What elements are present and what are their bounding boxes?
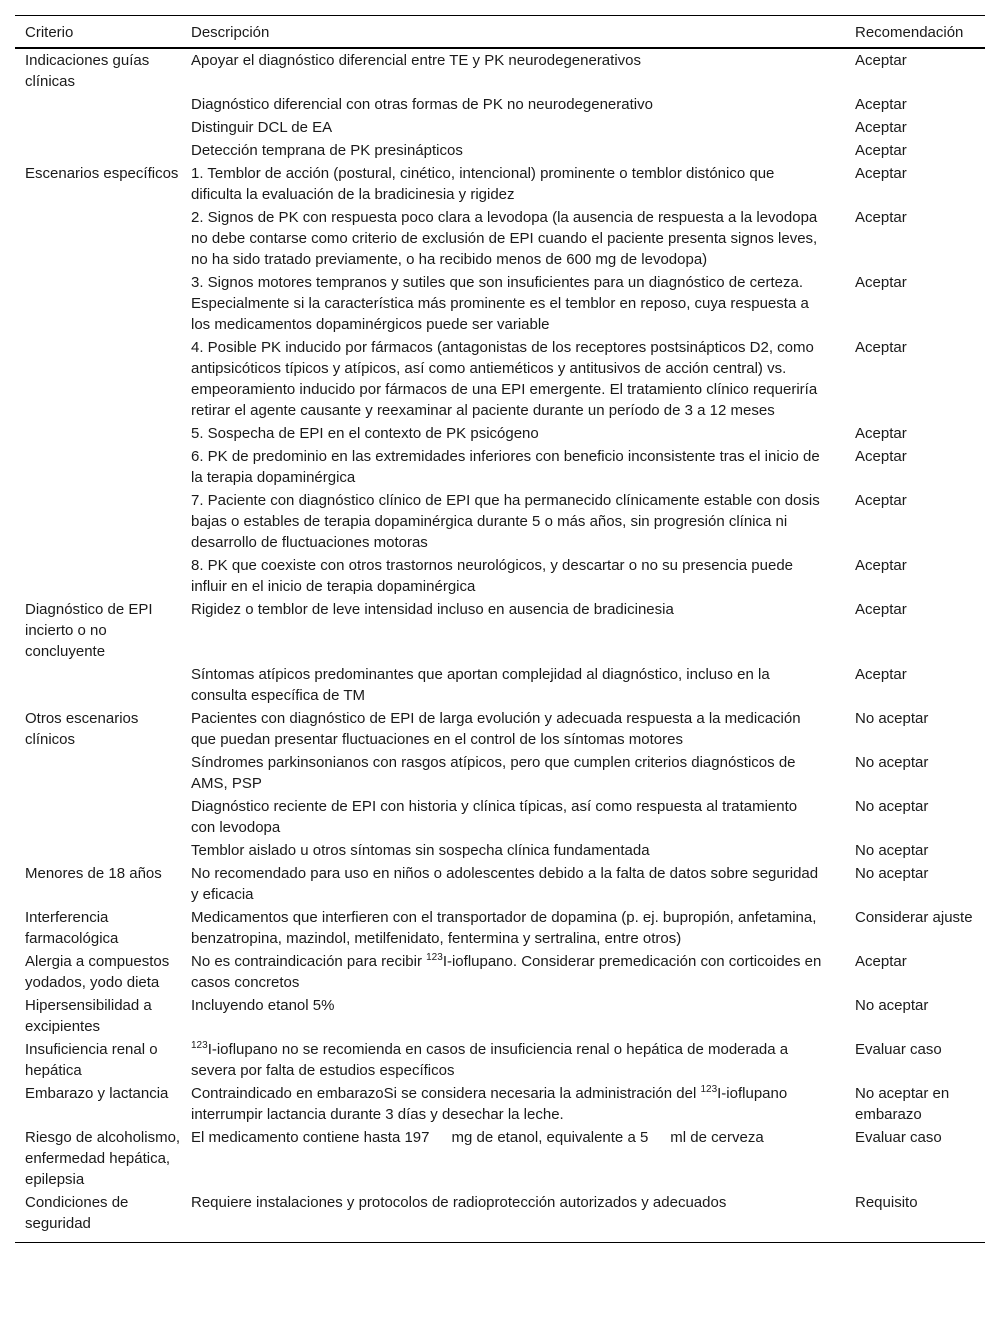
cell-criterio: Diagnóstico de EPI incierto o no concluyente [25, 601, 153, 660]
table-row [15, 271, 985, 336]
table-row [15, 1126, 985, 1191]
cell-recomendacion: No aceptar [855, 997, 929, 1014]
cell-criterio [15, 839, 181, 862]
cell-criterio: Embarazo y lactancia [25, 1085, 169, 1102]
desc-text: Contraindicado en embarazoSi se considera necesaria la administración del [191, 1085, 701, 1102]
cell-criterio [15, 206, 181, 271]
cell-recomendacion: Aceptar [855, 557, 907, 574]
cell-descripcion [181, 1038, 845, 1082]
table-body [15, 48, 985, 1243]
cell-criterio: Menores de 18 años [25, 865, 162, 882]
cell-criterio [15, 271, 181, 336]
cell-descripcion: 8. PK que coexiste con otros trastornos neurológicos, y descartar o no su presencia puede influir en el inicio de terapia dopaminérgica [191, 557, 794, 595]
cell-recomendacion: No aceptar [855, 710, 929, 727]
cell-criterio [15, 422, 181, 445]
cell-descripcion: Síntomas atípicos predominantes que aportan complejidad al diagnóstico, incluso en la consulta específica de TM [191, 666, 770, 704]
cell-recomendacion: Aceptar [855, 119, 907, 136]
cell-descripcion [181, 1126, 845, 1191]
cell-descripcion: 3. Signos motores tempranos y sutiles que son insuficientes para un diagnóstico de certeza. Especialmente si la característica más prominente es el temblor en reposo, cuya respuesta a los medicamentos dopaminérgicos puede ser variable [191, 274, 809, 333]
table-row [15, 751, 985, 795]
desc-text: I-ioflupano no se recomienda en casos de insuficiencia renal o hepática de moderada a severa por falta de estudios específicos [191, 1041, 789, 1079]
cell-descripcion [181, 1082, 845, 1126]
cell-criterio [15, 116, 181, 139]
table-row [15, 116, 985, 139]
table-row [15, 1038, 985, 1082]
desc-text: No es contraindicación para recibir [191, 953, 427, 970]
cell-descripcion: No recomendado para uso en niños o adolescentes debido a la falta de datos sobre seguridad y eficacia [191, 865, 819, 903]
isotope-superscript: 123 [191, 1040, 208, 1051]
cell-recomendacion: No aceptar en embarazo [855, 1085, 950, 1123]
cell-recomendacion: No aceptar [855, 798, 929, 815]
cell-criterio: Otros escenarios clínicos [25, 710, 139, 748]
cell-descripcion: 4. Posible PK inducido por fármacos (antagonistas de los receptores postsinápticos D2, como antipsicóticos típicos y atípicos, así como antieméticos y antitusivos de acción central) vs. empeoramiento inducido por fármacos de una EPI emergente. El tratamiento clínico requeriría retirar el agente causante y reexaminar al paciente durante un período de 3 a 12 meses [191, 339, 818, 419]
criteria-table-container [15, 15, 985, 1243]
cell-descripcion: Medicamentos que interfieren con el transportador de dopamina (p. ej. bupropión, anfetamina, benzatropina, mazindol, metilfenidato, fentermina y sertralina, entre otros) [191, 909, 817, 947]
cell-recomendacion: Evaluar caso [855, 1041, 942, 1058]
cell-recomendacion: Aceptar [855, 339, 907, 356]
desc-text: mg de etanol, equivalente a 5 [451, 1129, 649, 1146]
cell-descripcion: Diagnóstico reciente de EPI con historia y clínica típicas, así como respuesta al tratamiento con levodopa [191, 798, 798, 836]
cell-descripcion: 2. Signos de PK con respuesta poco clara a levodopa (la ausencia de respuesta a la levodopa no debe contarse como criterio de exclusión de EPI cuando el paciente presenta signos leves, no ha sido tratado previamente, o ha recibido menos de 600 mg de levodopa) [191, 209, 818, 268]
cell-criterio: Condiciones de seguridad [25, 1194, 129, 1232]
cell-descripcion: Detección temprana de PK presinápticos [191, 142, 463, 159]
desc-text: ml de cerveza [670, 1129, 764, 1146]
cell-descripcion: Temblor aislado u otros síntomas sin sospecha clínica fundamentada [191, 842, 650, 859]
table-row [15, 707, 985, 751]
cell-recomendacion: Aceptar [855, 52, 907, 69]
table-row [15, 795, 985, 839]
header-recomendacion: Recomendación [855, 24, 964, 41]
table-row [15, 554, 985, 598]
cell-criterio: Indicaciones guías clínicas [25, 52, 150, 90]
table-row [15, 162, 985, 206]
cell-descripcion: Diagnóstico diferencial con otras formas de PK no neurodegenerativo [191, 96, 653, 113]
cell-criterio [15, 445, 181, 489]
isotope-superscript: 123 [700, 1084, 718, 1095]
cell-recomendacion: Aceptar [855, 448, 907, 465]
cell-criterio: Interferencia farmacológica [25, 909, 119, 947]
header-row [15, 16, 985, 49]
table-row [15, 445, 985, 489]
cell-recomendacion: Aceptar [855, 492, 907, 509]
table-row [15, 839, 985, 862]
cell-descripcion: Distinguir DCL de EA [191, 119, 333, 136]
cell-criterio: Riesgo de alcoholismo, enfermedad hepática, epilepsia [25, 1129, 181, 1188]
table-row [15, 906, 985, 950]
header-descripcion: Descripción [191, 24, 270, 41]
cell-recomendacion: Aceptar [855, 601, 907, 618]
desc-text: I-ioflupano interrumpir lactancia durante 3 días y desechar la leche. [191, 1085, 788, 1123]
datscan-criteria-table [15, 15, 985, 1243]
table-row [15, 994, 985, 1038]
cell-criterio [15, 795, 181, 839]
cell-recomendacion: Aceptar [855, 165, 907, 182]
table-row [15, 139, 985, 162]
cell-recomendacion: Aceptar [855, 274, 907, 291]
cell-recomendacion: Evaluar caso [855, 1129, 942, 1146]
cell-recomendacion: Aceptar [855, 142, 907, 159]
cell-descripcion: Pacientes con diagnóstico de EPI de larga evolución y adecuada respuesta a la medicación que puedan presentar fluctuaciones en el control de los síntomas motores [191, 710, 801, 748]
cell-descripcion: 1. Temblor de acción (postural, cinético, intencional) prominente o temblor distónico que dificulta la evaluación de la bradicinesia y rigidez [191, 165, 775, 203]
cell-recomendacion: No aceptar [855, 865, 929, 882]
table-row [15, 598, 985, 663]
cell-recomendacion: Aceptar [855, 209, 907, 226]
desc-text: I-ioflupano. Considerar premedicación con corticoides en casos concretos [191, 953, 822, 991]
cell-criterio [15, 93, 181, 116]
cell-recomendacion: No aceptar [855, 754, 929, 771]
cell-descripcion: Síndromes parkinsonianos con rasgos atípicos, pero que cumplen criterios diagnósticos de AMS, PSP [191, 754, 796, 792]
cell-criterio [15, 751, 181, 795]
table-row [15, 336, 985, 422]
table-row [15, 1082, 985, 1126]
cell-recomendacion: Aceptar [855, 666, 907, 683]
cell-descripcion [181, 950, 845, 994]
table-row [15, 93, 985, 116]
isotope-superscript: 123 [426, 952, 443, 963]
table-row [15, 663, 985, 707]
cell-descripcion: 7. Paciente con diagnóstico clínico de EPI que ha permanecido clínicamente estable con dosis bajas o estables de terapia dopaminérgica durante 5 o más años, sin progresión clínica ni desarrollo de fluctuaciones motoras [191, 492, 820, 551]
cell-recomendacion: Considerar ajuste [855, 909, 973, 926]
table-row [15, 422, 985, 445]
cell-descripcion: Requiere instalaciones y protocolos de radioprotección autorizados y adecuados [191, 1194, 727, 1211]
cell-recomendacion: Aceptar [855, 425, 907, 442]
cell-descripcion: 5. Sospecha de EPI en el contexto de PK psicógeno [191, 425, 539, 442]
cell-criterio [15, 663, 181, 707]
cell-criterio [15, 336, 181, 422]
cell-recomendacion: Aceptar [855, 953, 907, 970]
desc-text: El medicamento contiene hasta 197 [191, 1129, 430, 1146]
cell-descripcion: Rigidez o temblor de leve intensidad incluso en ausencia de bradicinesia [191, 601, 674, 618]
cell-descripcion: Incluyendo etanol 5% [191, 997, 335, 1014]
table-row [15, 950, 985, 994]
cell-recomendacion: Aceptar [855, 96, 907, 113]
cell-criterio: Insuficiencia renal o hepática [25, 1041, 158, 1079]
cell-descripcion: 6. PK de predominio en las extremidades inferiores con beneficio inconsistente tras el inicio de la terapia dopaminérgica [191, 448, 820, 486]
table-row [15, 206, 985, 271]
cell-criterio: Alergia a compuestos yodados, yodo dieta [25, 953, 170, 991]
table-row [15, 1191, 985, 1243]
table-row [15, 48, 985, 93]
cell-criterio [15, 554, 181, 598]
cell-criterio: Hipersensibilidad a excipientes [25, 997, 152, 1035]
cell-criterio [15, 489, 181, 554]
table-header [15, 16, 985, 49]
table-row [15, 862, 985, 906]
cell-recomendacion: No aceptar [855, 842, 929, 859]
cell-criterio [15, 139, 181, 162]
header-criterio: Criterio [25, 24, 74, 41]
cell-descripcion: Apoyar el diagnóstico diferencial entre TE y PK neurodegenerativos [191, 52, 641, 69]
cell-recomendacion: Requisito [855, 1194, 918, 1211]
cell-criterio: Escenarios específicos [25, 165, 179, 182]
table-row [15, 489, 985, 554]
